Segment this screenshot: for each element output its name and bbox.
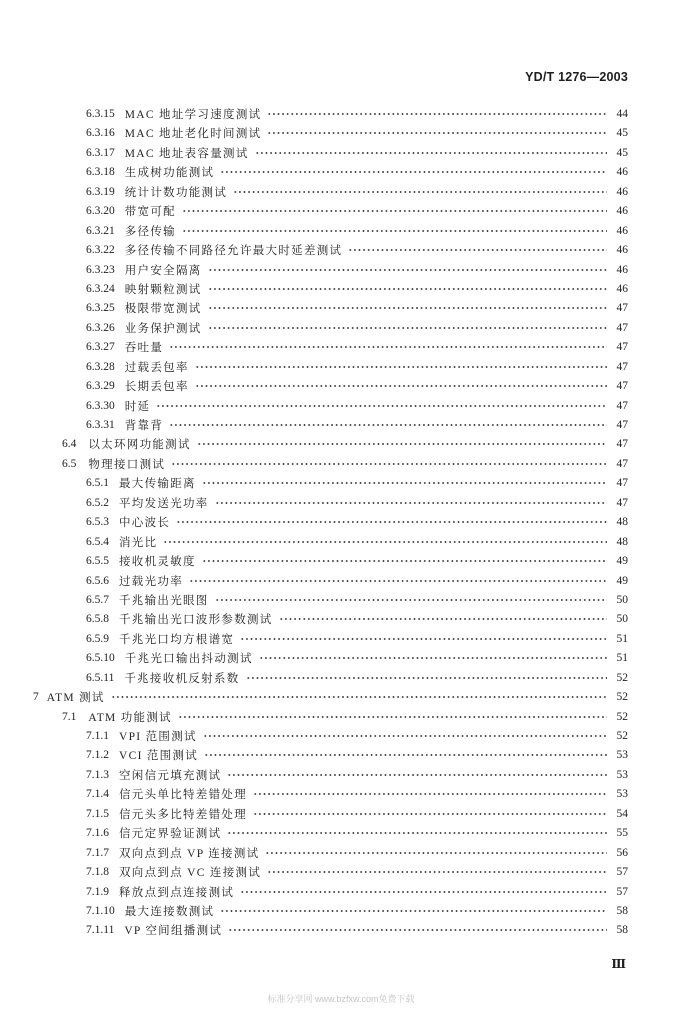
- dot-leader: [233, 190, 607, 194]
- toc-entry-6-3-31: [0, 415, 682, 434]
- toc-entry-number: 6.3.16: [86, 127, 115, 140]
- toc-entry-number: 7.1.7: [86, 846, 109, 859]
- toc-entry-number: 7.1.1: [86, 730, 109, 743]
- toc-entry-page: 46: [616, 205, 628, 218]
- toc-entry-title: 接收机灵敏度: [119, 556, 196, 569]
- toc-entry-number: 6.5.6: [86, 574, 109, 587]
- toc-entry-number: 6.4: [62, 438, 77, 451]
- toc-entry-number: 6.3.20: [86, 205, 115, 218]
- toc-entry-number: 7.1.3: [86, 768, 109, 781]
- toc-entry-number: 7.1.11: [86, 924, 115, 937]
- dot-leader: [208, 268, 607, 272]
- dot-leader: [178, 715, 607, 719]
- toc-entry-title: 信元定界验证测试: [119, 828, 222, 841]
- toc-entry-title: 多径传输: [124, 225, 176, 238]
- toc-entry-page: 46: [616, 282, 628, 295]
- toc-entry-page: 55: [616, 827, 628, 840]
- toc-entry-title: 带宽可配: [124, 206, 176, 219]
- toc-entry-number: 6.5.8: [86, 613, 109, 626]
- toc-entry-7-1-7: [0, 843, 682, 862]
- toc-entry-6-3-17: [0, 143, 682, 162]
- toc-entry-page: 47: [616, 438, 628, 451]
- toc-entry-page: 47: [616, 380, 628, 393]
- toc-entry-title: 中心波长: [119, 517, 171, 530]
- toc-entry-6-3-26: [0, 318, 682, 337]
- dot-leader: [227, 773, 607, 777]
- toc-entry-number: 6.5.10: [86, 652, 115, 665]
- toc-entry-page: 51: [616, 632, 628, 645]
- dot-leader: [228, 928, 607, 932]
- toc-entry-page: 51: [616, 652, 628, 665]
- toc-entry-title: 长期丢包率: [124, 381, 189, 394]
- toc-entry-title: 最大传输距离: [119, 478, 196, 491]
- dot-leader: [259, 656, 607, 660]
- toc-entry-title: 消光比: [119, 536, 158, 549]
- toc-entry-title: 千兆光口均方根谱宽: [119, 633, 235, 646]
- toc-entry-title: VP 空间组播测试: [124, 925, 223, 938]
- dot-leader: [111, 695, 607, 699]
- toc-entry-number: 7.1: [62, 710, 77, 723]
- toc-entry-title: VPI 范围测试: [119, 731, 197, 744]
- toc-entry-number: 7.1.5: [86, 807, 109, 820]
- toc-entry-number: 6.5.7: [86, 593, 109, 606]
- watermark: 标准分享网 www.bzfxw.com免费下载: [267, 994, 415, 1004]
- dot-leader: [220, 170, 607, 174]
- toc-entry-page: 46: [616, 263, 628, 276]
- toc-entry-6-4: [0, 435, 682, 454]
- toc-entry-page: 58: [616, 924, 628, 937]
- toc-entry-page: 52: [616, 730, 628, 743]
- dot-leader: [215, 501, 607, 505]
- dot-leader: [240, 890, 607, 894]
- toc-entry-title: 业务保护测试: [124, 322, 202, 335]
- toc-entry-title: 信元头多比特差错处理: [119, 808, 247, 821]
- toc-entry-title: 最大连接数测试: [124, 905, 215, 918]
- toc-entry-6-5: [0, 454, 682, 473]
- toc-entry-6-3-28: [0, 357, 682, 376]
- toc-entry-title: 释放点到点连接测试: [119, 886, 235, 899]
- toc-entry-6-3-21: [0, 221, 682, 240]
- toc-entry-number: 7.1.2: [86, 749, 109, 762]
- toc-entry-number: 6.3.30: [86, 399, 115, 412]
- toc-entry-6-3-16: [0, 124, 682, 143]
- dot-leader: [202, 481, 607, 485]
- toc-entry-page: 47: [616, 399, 628, 412]
- dot-leader: [163, 540, 607, 544]
- toc-entry-title: MAC 地址学习速度测试: [124, 109, 262, 122]
- toc-entry-number: 6.5: [62, 457, 77, 470]
- toc-entry-title: 过载丢包率: [124, 361, 189, 374]
- toc-entry-page: 46: [616, 185, 628, 198]
- toc-entry-number: 7: [33, 691, 39, 704]
- toc-entry-page: 47: [616, 419, 628, 432]
- toc-entry-6-3-15: [0, 104, 682, 123]
- toc-entry-title: 空闲信元填充测试: [119, 769, 222, 782]
- toc-entry-6-5-2: [0, 493, 682, 512]
- toc-entry-title: VCI 范围测试: [119, 750, 199, 763]
- toc-entry-page: 58: [616, 904, 628, 917]
- dot-leader: [240, 637, 607, 641]
- toc-entry-title: MAC 地址表容量测试: [124, 147, 249, 160]
- toc-entry-7-1-8: [0, 862, 682, 881]
- toc-entry-title: ATM 测试: [46, 692, 105, 705]
- toc-entry-number: 6.3.21: [86, 224, 115, 237]
- dot-leader: [202, 559, 607, 563]
- toc-entry-6-5-11: [0, 668, 682, 687]
- dot-leader: [182, 209, 607, 213]
- toc-entry-number: 6.3.29: [86, 380, 115, 393]
- toc-entry-title: 吞吐量: [124, 342, 164, 355]
- toc-entry-page: 54: [616, 807, 628, 820]
- toc-entry-title: 平均发送光功率: [119, 497, 209, 510]
- toc-entry-page: 48: [616, 535, 628, 548]
- toc-entry-page: 52: [616, 671, 628, 684]
- toc-entry-7-1-6: [0, 823, 682, 842]
- dot-leader: [227, 831, 607, 835]
- toc-entry-7-1-2: [0, 746, 682, 765]
- toc-entry-title: 物理接口测试: [88, 458, 166, 471]
- dot-leader: [208, 287, 607, 291]
- dot-leader: [171, 462, 607, 466]
- toc-entry-title: 生成树功能测试: [124, 167, 215, 180]
- toc-entry-number: 6.5.5: [86, 555, 109, 568]
- toc-entry-7-1-3: [0, 765, 682, 784]
- toc-entry-title: 用户安全隔离: [124, 264, 202, 277]
- toc-entry-6-5-9: [0, 629, 682, 648]
- dot-leader: [195, 365, 607, 369]
- toc-entry-title: 过载光功率: [119, 575, 183, 588]
- toc-entry-6-3-22: [0, 240, 682, 259]
- toc-entry-page: 53: [616, 768, 628, 781]
- dot-leader: [279, 617, 607, 621]
- toc-entry-6-3-18: [0, 163, 682, 182]
- toc-entry-7-1-9: [0, 882, 682, 901]
- toc-entry-page: 47: [616, 321, 628, 334]
- dot-leader: [208, 326, 607, 330]
- toc-entry-title: 双向点到点 VC 连接测试: [119, 867, 262, 880]
- toc-entry-page: 46: [616, 244, 628, 257]
- toc-entry-number: 7.1.10: [86, 904, 115, 917]
- dot-leader: [246, 676, 607, 680]
- toc-entry-title: 以太环网功能测试: [88, 439, 191, 452]
- toc-entry-6-5-7: [0, 590, 682, 609]
- toc-entry-number: 6.5.9: [86, 632, 109, 645]
- toc-entry-6-3-23: [0, 260, 682, 279]
- toc-entry-6-5-1: [0, 474, 682, 493]
- toc-entry-title: 千兆输出光眼图: [119, 594, 209, 607]
- toc-entry-page: 47: [616, 496, 628, 509]
- dot-leader: [267, 131, 607, 135]
- toc-entry-page: 47: [616, 341, 628, 354]
- dot-leader: [253, 812, 607, 816]
- toc-entry-number: 6.5.4: [86, 535, 109, 548]
- toc-entry-title: 多径传输不同路径允许最大时延差测试: [124, 245, 343, 258]
- toc-entry-7-1-5: [0, 804, 682, 823]
- toc-entry-number: 6.3.17: [86, 146, 115, 159]
- toc-entry-6-5-3: [0, 512, 682, 531]
- toc-entry-6-5-10: [0, 649, 682, 668]
- table-of-contents: [0, 104, 682, 940]
- document-code: YD/T 1276—2003: [525, 70, 628, 84]
- dot-leader: [189, 579, 607, 583]
- toc-entry-page: 47: [616, 477, 628, 490]
- toc-entry-number: 6.3.15: [86, 108, 115, 121]
- toc-entry-6-3-25: [0, 299, 682, 318]
- toc-entry-number: 6.5.1: [86, 477, 109, 490]
- toc-entry-7-1-4: [0, 785, 682, 804]
- toc-entry-title: 极限带宽测试: [124, 303, 202, 316]
- toc-entry-page: 44: [616, 108, 628, 121]
- toc-entry-page: 47: [616, 457, 628, 470]
- toc-entry-page: 47: [616, 302, 628, 315]
- dot-leader: [265, 851, 607, 855]
- dot-leader: [220, 909, 607, 913]
- toc-entry-page: 49: [616, 574, 628, 587]
- toc-entry-page: 53: [616, 788, 628, 801]
- dot-leader: [255, 151, 607, 155]
- toc-entry-7-1: [0, 707, 682, 726]
- toc-entry-number: 7.1.9: [86, 885, 109, 898]
- toc-entry-6-3-27: [0, 338, 682, 357]
- toc-entry-title: 统计计数功能测试: [124, 186, 228, 199]
- toc-entry-7-1-10: [0, 901, 682, 920]
- toc-entry-number: 6.3.27: [86, 341, 115, 354]
- page-number: Ⅲ: [611, 957, 626, 971]
- dot-leader: [203, 734, 607, 738]
- toc-entry-6-5-6: [0, 571, 682, 590]
- dot-leader: [169, 345, 607, 349]
- toc-entry-6-3-20: [0, 201, 682, 220]
- toc-entry-number: 6.5.3: [86, 516, 109, 529]
- toc-entry-number: 6.3.26: [86, 321, 115, 334]
- toc-entry-page: 50: [616, 613, 628, 626]
- toc-entry-page: 56: [616, 846, 628, 859]
- toc-entry-number: 7.1.4: [86, 788, 109, 801]
- toc-entry-page: 48: [616, 516, 628, 529]
- dot-leader: [267, 870, 607, 874]
- dot-leader: [267, 112, 607, 116]
- toc-entry-page: 46: [616, 224, 628, 237]
- toc-entry-6-5-4: [0, 532, 682, 551]
- toc-entry-number: 6.5.2: [86, 496, 109, 509]
- toc-entry-title: ATM 功能测试: [88, 711, 172, 724]
- toc-entry-page: 52: [616, 691, 628, 704]
- toc-entry-title: 双向点到点 VP 连接测试: [119, 847, 260, 860]
- toc-entry-number: 6.3.25: [86, 302, 115, 315]
- dot-leader: [156, 404, 607, 408]
- toc-entry-page: 53: [616, 749, 628, 762]
- toc-entry-7: [0, 687, 682, 706]
- toc-entry-number: 6.3.24: [86, 282, 115, 295]
- toc-entry-number: 6.3.23: [86, 263, 115, 276]
- toc-entry-6-3-19: [0, 182, 682, 201]
- toc-entry-page: 50: [616, 593, 628, 606]
- dot-leader: [208, 306, 607, 310]
- toc-entry-number: 7.1.6: [86, 827, 109, 840]
- toc-entry-page: 45: [616, 146, 628, 159]
- dot-leader: [176, 520, 607, 524]
- toc-entry-6-3-30: [0, 396, 682, 415]
- dot-leader: [348, 248, 607, 252]
- toc-entry-title: 千兆输出光口波形参数测试: [119, 614, 273, 627]
- dot-leader: [253, 792, 607, 796]
- toc-entry-6-3-29: [0, 376, 682, 395]
- dot-leader: [204, 753, 607, 757]
- toc-entry-title: 时延: [124, 400, 151, 413]
- dot-leader: [182, 229, 607, 233]
- toc-entry-7-1-1: [0, 726, 682, 745]
- toc-entry-page: 45: [616, 127, 628, 140]
- toc-entry-page: 57: [616, 866, 628, 879]
- dot-leader: [215, 598, 607, 602]
- toc-entry-title: 映射颗粒测试: [124, 283, 202, 296]
- toc-entry-title: 信元头单比特差错处理: [119, 789, 247, 802]
- dot-leader: [197, 442, 607, 446]
- toc-entry-number: 7.1.8: [86, 866, 109, 879]
- dot-leader: [169, 423, 607, 427]
- toc-entry-title: 背靠背: [124, 420, 164, 433]
- toc-entry-page: 47: [616, 360, 628, 373]
- toc-entry-title: MAC 地址老化时间测试: [124, 128, 262, 141]
- dot-leader: [195, 384, 607, 388]
- toc-entry-number: 6.3.28: [86, 360, 115, 373]
- toc-entry-number: 6.3.18: [86, 166, 115, 179]
- toc-entry-number: 6.5.11: [86, 671, 115, 684]
- toc-entry-number: 6.3.19: [86, 185, 115, 198]
- toc-entry-number: 6.3.31: [86, 419, 115, 432]
- toc-entry-page: 46: [616, 166, 628, 179]
- toc-entry-page: 49: [616, 555, 628, 568]
- toc-entry-6-3-24: [0, 279, 682, 298]
- toc-entry-6-5-5: [0, 551, 682, 570]
- toc-entry-page: 57: [616, 885, 628, 898]
- toc-entry-number: 6.3.22: [86, 244, 115, 257]
- toc-entry-title: 千兆接收机反射系数: [124, 672, 240, 685]
- toc-entry-page: 52: [616, 710, 628, 723]
- toc-entry-title: 千兆光口输出抖动测试: [124, 653, 253, 666]
- toc-entry-6-5-8: [0, 610, 682, 629]
- toc-entry-7-1-11: [0, 921, 682, 940]
